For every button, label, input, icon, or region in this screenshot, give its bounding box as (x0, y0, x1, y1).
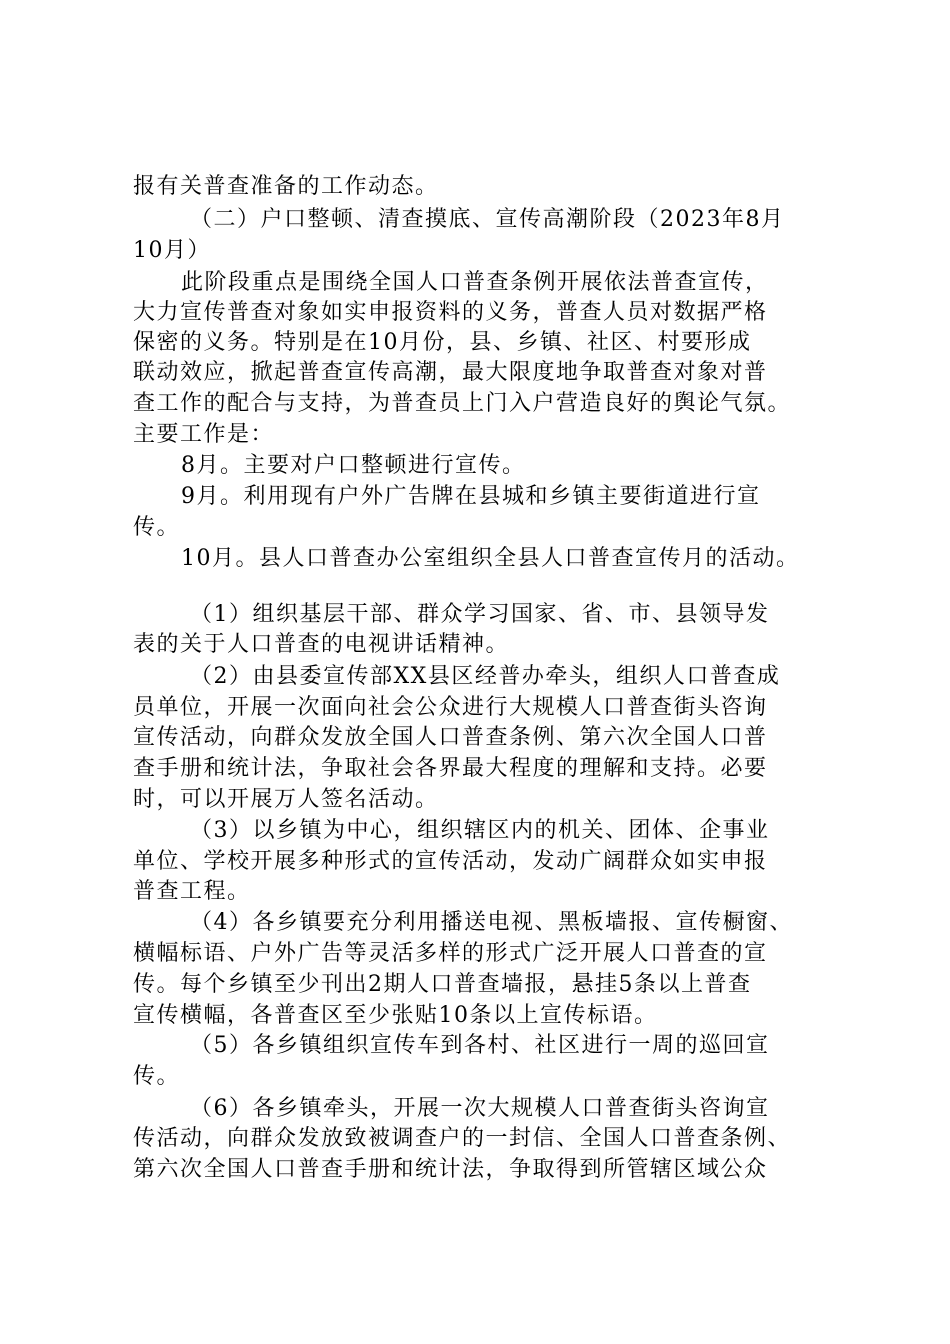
text-line: 主要工作是： (133, 422, 275, 447)
list-item: （6）各乡镇牵头，开展一次大规模人口普查街头咨询宣 (190, 1096, 770, 1121)
text-line: 10月） (133, 238, 211, 263)
list-item: （2）由县委宣传部XX县区经普办牵头，组织人口普查成 (190, 664, 781, 689)
text-line: 查手册和统计法，争取社会各界最大程度的理解和支持。必要 (133, 756, 768, 781)
list-item: （1）组织基层干部、群众学习国家、省、市、县领导发 (190, 602, 770, 627)
text-line: 查工作的配合与支持，为普查员上门入户营造良好的舆论气氛。 (133, 391, 792, 416)
list-item: （3）以乡镇为中心，组织辖区内的机关、团体、企事业 (190, 818, 770, 843)
text-line: 单位、学校开展多种形式的宣传活动，发动广阔群众如实申报 (133, 849, 768, 874)
text-line: 联动效应，掀起普查宣传高潮，最大限度地争取普查对象对普 (133, 360, 768, 385)
text-line: 时，可以开展万人签名活动。 (133, 787, 439, 812)
text-line: 传活动，向群众发放致被调查户的一封信、全国人口普查条例、 (133, 1126, 792, 1151)
text-line: 传。每个乡镇至少刊出2期人口普查墙报，悬挂5条以上普查 (133, 972, 752, 997)
text-line: 横幅标语、户外广告等灵活多样的形式广泛开展人口普查的宣 (133, 941, 768, 966)
text-line: 报有关普查准备的工作动态。 (133, 174, 439, 199)
text-line: 宣传横幅，各普查区至少张贴10条以上宣传标语。 (133, 1003, 658, 1028)
text-line: 传。 (133, 1064, 181, 1089)
text-line: 员单位，开展一次面向社会公众进行大规模人口普查街头咨询 (133, 695, 768, 720)
paragraph-start: 此阶段重点是围绕全国人口普查条例开展依法普查宣传， (181, 270, 769, 295)
text-line: 保密的义务。特别是在10月份，县、乡镇、社区、村要形成 (133, 330, 752, 355)
section-heading: （二）户口整顿、清查摸底、宣传高潮阶段（2023年8月 (190, 207, 785, 232)
paragraph-start: 9月。利用现有户外广告牌在县城和乡镇主要街道进行宣 (181, 484, 761, 509)
text-line: 大力宣传普查对象如实申报资料的义务，普查人员对数据严格 (133, 300, 768, 325)
list-item: （5）各乡镇组织宣传车到各村、社区进行一周的巡回宣 (190, 1033, 770, 1058)
text-line: 宣传活动，向群众发放全国人口普查条例、第六次全国人口普 (133, 725, 768, 750)
list-item: （4）各乡镇要充分利用播送电视、黑板墙报、宣传橱窗、 (190, 910, 793, 935)
text-line: 普查工程。 (133, 879, 251, 904)
text-line: 表的关于人口普查的电视讲话精神。 (133, 632, 510, 657)
paragraph-start: 10月。县人口普查办公室组织全县人口普查宣传月的活动。 (181, 546, 800, 571)
paragraph-start: 8月。主要对户口整顿进行宣传。 (181, 453, 526, 478)
text-line: 传。 (133, 515, 181, 540)
text-line: 第六次全国人口普查手册和统计法，争取得到所管辖区域公众 (133, 1157, 768, 1182)
